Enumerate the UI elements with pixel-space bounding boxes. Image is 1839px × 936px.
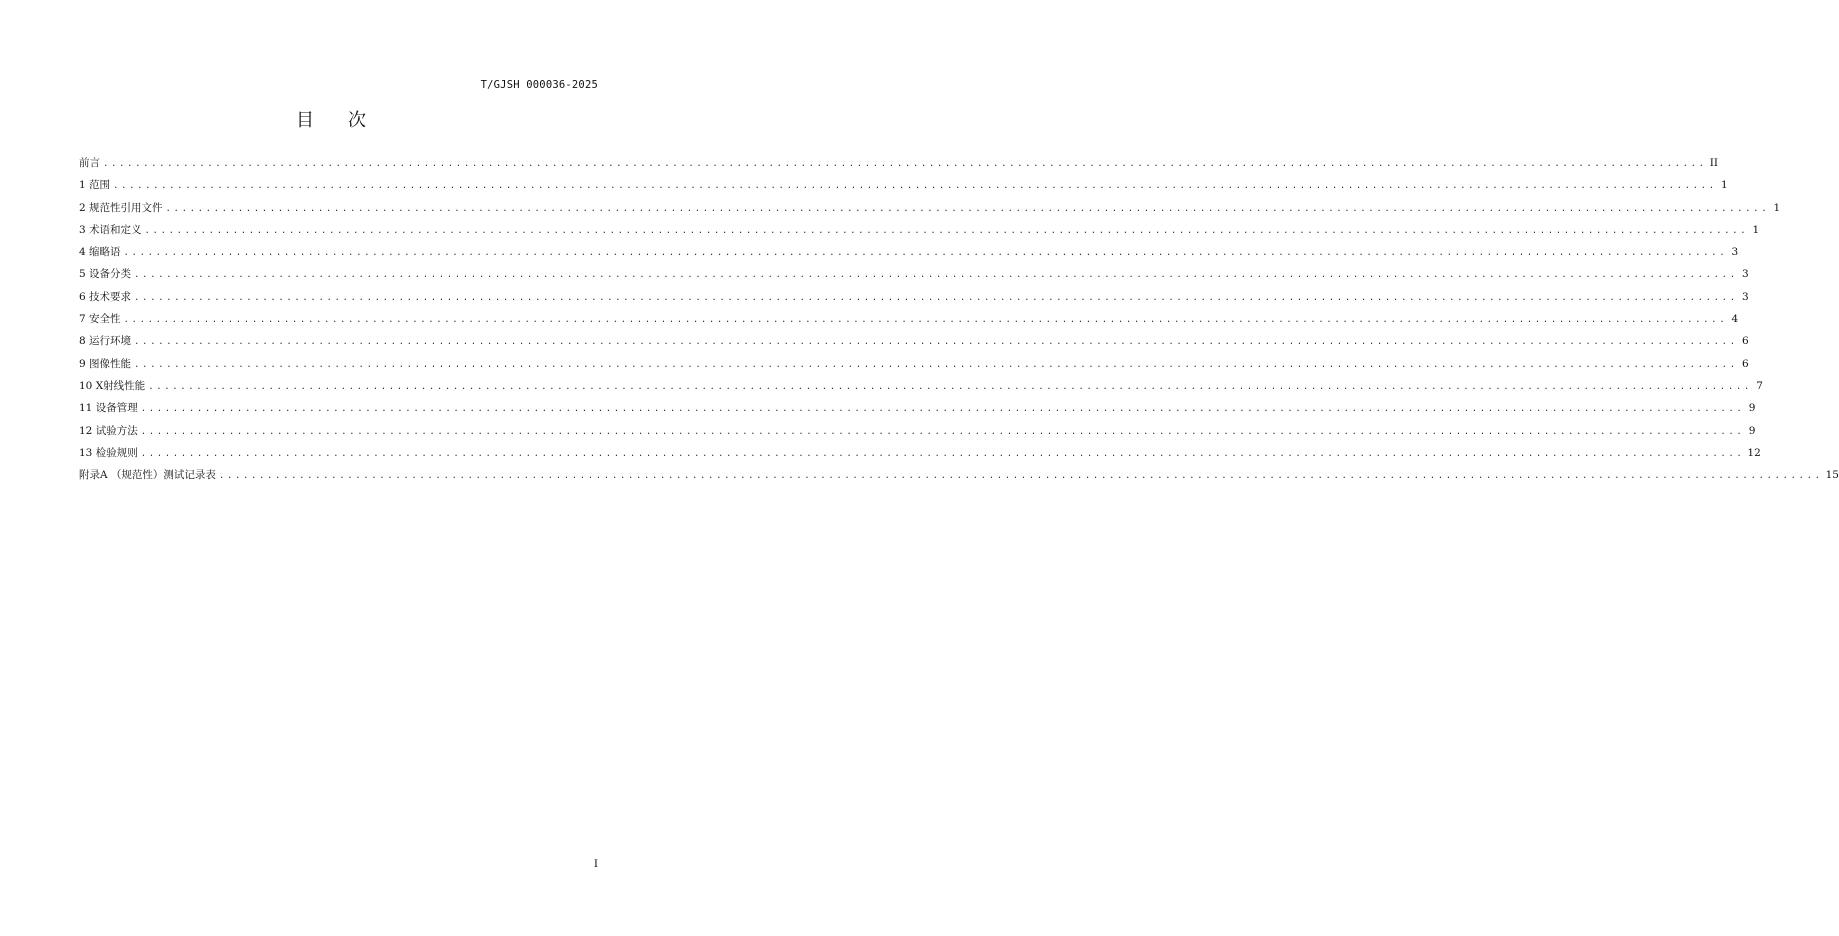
toc-dot-leader: ........................................................................................................................................................................................................ — [134, 270, 1738, 281]
toc-entry-label: 2 规范性引用文件 — [79, 201, 163, 214]
toc-entry-label: 附录A （规范性）测试记录表 — [79, 469, 216, 482]
toc-entry[interactable] — [79, 375, 1763, 397]
page-number: I — [593, 858, 598, 870]
toc-entry[interactable] — [79, 152, 1718, 174]
toc-entry[interactable] — [79, 330, 1749, 352]
toc-entry[interactable] — [79, 420, 1756, 442]
toc-dot-leader: ........................................................................................................................................................................................................ — [144, 225, 1749, 236]
toc-entry-label: 5 设备分类 — [79, 268, 132, 281]
toc-entry-label: 13 检验规则 — [79, 446, 138, 459]
toc-dot-leader: ........................................................................................................................................................................................................ — [123, 315, 1728, 326]
toc-entry[interactable] — [79, 263, 1749, 285]
toc-entry-page: 1 — [1752, 223, 1760, 236]
toc-entry-page: 6 — [1742, 335, 1749, 348]
document-code: T/GJSH 000036-2025 — [480, 79, 598, 91]
toc-entry-label: 3 术语和定义 — [79, 223, 142, 236]
toc-entry-page: 3 — [1731, 246, 1739, 259]
toc-entry-label: 前言 — [79, 157, 100, 169]
toc-dot-leader: ........................................................................................................................................................................................................ — [103, 159, 1707, 169]
toc-dot-leader: ........................................................................................................................................................................................................ — [140, 426, 1745, 437]
toc-entry[interactable] — [79, 442, 1761, 464]
toc-entry[interactable] — [79, 353, 1749, 375]
toc-entry[interactable] — [79, 397, 1756, 419]
toc-entry-label: 12 试验方法 — [79, 424, 138, 437]
toc-dot-leader: ........................................................................................................................................................................................................ — [165, 203, 1770, 214]
toc-entry-page: 7 — [1756, 379, 1763, 392]
toc-entry-page: 15 — [1825, 469, 1839, 482]
toc-entry[interactable] — [79, 174, 1728, 196]
toc-entry-page: 6 — [1742, 357, 1749, 370]
toc-title: 目次 — [296, 110, 400, 131]
toc-dot-leader: ........................................................................................................................................................................................................ — [134, 359, 1738, 370]
toc-entry-label: 11 设备管理 — [79, 402, 138, 415]
toc-entry[interactable] — [79, 464, 1839, 486]
toc-entry-page: 4 — [1731, 313, 1739, 326]
toc-entry-page: II — [1709, 157, 1718, 169]
toc-dot-leader: ........................................................................................................................................................................................................ — [134, 337, 1738, 348]
toc-dot-leader: ........................................................................................................................................................................................................ — [140, 404, 1745, 415]
toc-entry-page: 9 — [1748, 424, 1756, 437]
toc-entry[interactable] — [79, 219, 1760, 241]
toc-entry-page: 1 — [1721, 179, 1728, 192]
toc-entry-label: 9 图像性能 — [79, 357, 132, 370]
toc-dot-leader: ........................................................................................................................................................................................................ — [113, 181, 1717, 192]
toc-entry[interactable] — [79, 241, 1739, 263]
toc-dot-leader: ........................................................................................................................................................................................................ — [140, 448, 1745, 459]
toc-entry-label: 6 技术要求 — [79, 290, 132, 303]
toc-entry-label: 1 范围 — [79, 179, 111, 192]
toc-dot-leader: ........................................................................................................................................................................................................ — [134, 292, 1738, 303]
toc-entry-page: 3 — [1742, 268, 1749, 281]
toc-entry[interactable] — [79, 308, 1739, 330]
toc-entry-page: 3 — [1742, 290, 1749, 303]
toc-entry-page: 9 — [1748, 402, 1756, 415]
toc-entry-page: 12 — [1747, 446, 1761, 459]
toc-entry-page: 1 — [1773, 201, 1781, 214]
toc-dot-leader: ........................................................................................................................................................................................................ — [148, 381, 1752, 392]
toc-entry-label: 10 X射线性能 — [79, 379, 146, 392]
toc-dot-leader: ........................................................................................................................................................................................................ — [123, 248, 1728, 259]
toc-entry-label: 7 安全性 — [79, 313, 121, 326]
toc-entry[interactable] — [79, 197, 1781, 219]
table-of-contents — [79, 152, 1839, 486]
toc-entry[interactable] — [79, 286, 1749, 308]
toc-dot-leader: ........................................................................................................................................................................................................ — [218, 471, 1823, 482]
toc-entry-label: 4 缩略语 — [79, 246, 121, 259]
toc-entry-label: 8 运行环境 — [79, 335, 132, 348]
